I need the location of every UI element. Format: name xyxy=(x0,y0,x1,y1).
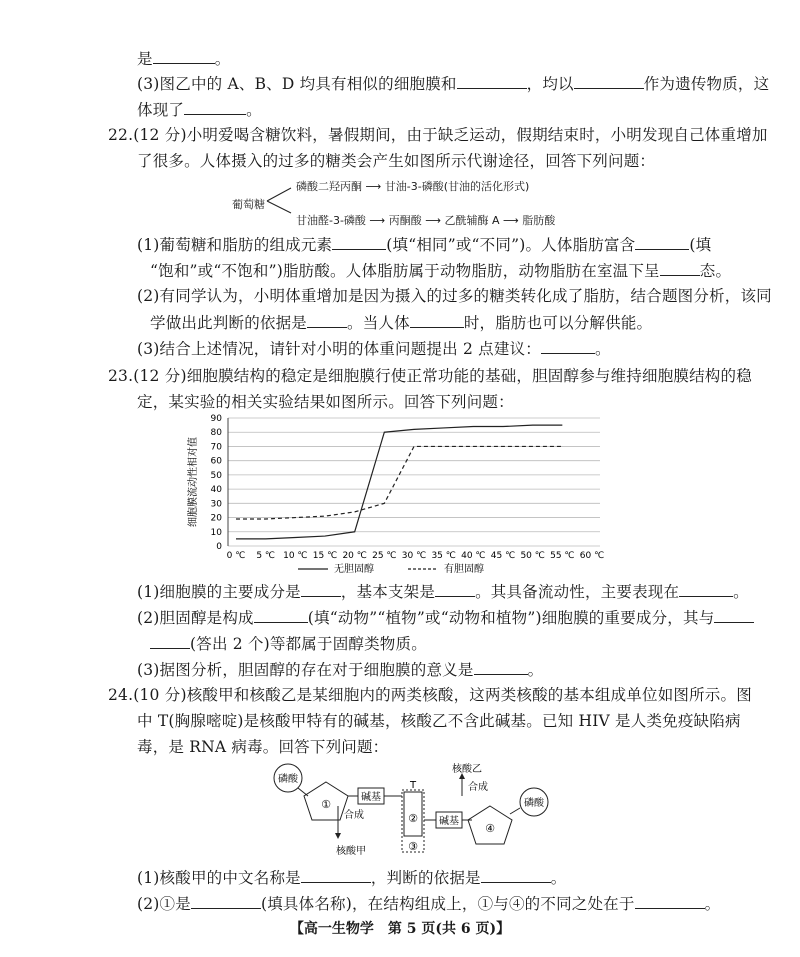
x-tick-label: 10 ℃ xyxy=(283,551,308,561)
q22-1-line2: “饱和”或“不饱和”)脂肪酸。人体脂肪属于动物脂肪，动物脂肪在室温下呈 态。 xyxy=(150,259,731,282)
y-tick-label: 40 xyxy=(210,485,222,496)
label-jia: 核酸甲 xyxy=(336,846,366,857)
pathway-branch-arrows xyxy=(265,183,295,217)
y-tick-label: 60 xyxy=(210,456,222,467)
x-tick-label: 25 ℃ xyxy=(372,551,397,561)
label-three: ③ xyxy=(408,840,418,853)
x-tick-label: 40 ℃ xyxy=(461,551,486,561)
page-footer: 【高一生物学 第 5 页(共 6 页)】 xyxy=(289,921,511,937)
pathway-bottom: 甘油醛-3-磷酸 ⟶ 丙酮酸 ⟶ 乙酰辅酶 A ⟶ 脂肪酸 xyxy=(296,214,556,227)
label-t: T xyxy=(409,780,417,791)
x-tick-label: 60 ℃ xyxy=(579,551,605,561)
x-tick-label: 35 ℃ xyxy=(431,551,456,561)
q24-1-line: (1)核酸甲的中文名称是 ，判断的依据是 。 xyxy=(137,866,566,889)
q24-2-line: (2)①是 (填具体名称)，在结构组成上，①与④的不同之处在于 。 xyxy=(137,892,720,915)
x-tick-label: 55 ℃ xyxy=(550,551,575,561)
q22-1-line1: (1)葡萄糖和脂肪的组成元素 (填“相同”或“不同”)。人体脂肪富含 (填 xyxy=(137,233,711,256)
x-tick-label: 45 ℃ xyxy=(490,551,516,561)
q24-title: 24.(10 分)核酸甲和核酸乙是某细胞内的两类核酸，这两类核酸的基本组成单位如图所示。图 xyxy=(108,686,752,704)
base-label-right: 碱基 xyxy=(439,816,459,827)
base-label-left: 碱基 xyxy=(361,792,381,803)
y-axis-label: 细胞膜流动性相对值 xyxy=(188,437,199,527)
series-line-1 xyxy=(236,425,562,539)
phosphate-label-left: 磷酸 xyxy=(278,774,298,785)
phosphate-label-right: 磷酸 xyxy=(524,798,544,809)
q23-3-line: (3)据图分析，胆固醇的存在对于细胞膜的意义是 。 xyxy=(137,658,543,681)
x-tick-label: 0 ℃ xyxy=(226,551,246,561)
label-four: ④ xyxy=(485,822,495,835)
q22-title2: 了很多。人体摄入的过多的糖类会产生如图所示代谢途径，回答下列问题： xyxy=(137,152,656,170)
y-tick-label: 30 xyxy=(210,499,222,510)
y-tick-label: 20 xyxy=(210,513,222,524)
y-tick-label: 90 xyxy=(210,414,222,424)
q22-2-line1: (2)有同学认为，小明体重增加是因为摄入的过多的糖类转化成了脂肪，结合题图分析，该同 xyxy=(137,287,772,305)
q23-title2: 定，某实验的相关实验结果如图所示。回答下列问题： xyxy=(137,393,514,411)
y-tick-label: 80 xyxy=(210,428,222,439)
q21-line-b: (3)图乙中的 A、B、D 均具有相似的细胞膜和 ，均以 作为遗传物质，这 xyxy=(137,72,769,95)
q23-2-line1: (2)胆固醇是构成 (填“动物”“植物”或“动物和植物”)细胞膜的重要成分，其与 xyxy=(137,606,754,629)
x-tick-label: 20 ℃ xyxy=(342,551,367,561)
pathway-glucose: 葡萄糖 xyxy=(232,198,265,211)
y-tick-label: 50 xyxy=(210,470,222,481)
q22-2-line2: 学做出此判断的依据是 。当人体 时，脂肪也可以分解供能。 xyxy=(150,311,652,334)
label-two: ② xyxy=(408,812,418,825)
q24-title2: 中 T(胸腺嘧啶)是核酸甲特有的碱基，核酸乙不含此碱基。已知 HIV 是人类免疫缺陷病 xyxy=(137,712,741,730)
synth-label-right: 合成 xyxy=(468,782,488,793)
y-tick-label: 70 xyxy=(210,442,222,453)
y-tick-label: 0 xyxy=(216,542,222,552)
x-tick-label: 15 ℃ xyxy=(312,551,338,561)
x-tick-label: 50 ℃ xyxy=(520,551,545,561)
x-tick-label: 5 ℃ xyxy=(256,551,276,561)
legend-label-1: 无胆固醇 xyxy=(334,564,374,575)
membrane-fluidity-chart xyxy=(180,410,610,578)
pathway-top: 磷酸二羟丙酮 ⟶ 甘油-3-磷酸(甘油的活化形式) xyxy=(296,180,530,193)
q23-1-line: (1)细胞膜的主要成分是 ，基本支架是 。其具备流动性，主要表现在 。 xyxy=(137,580,749,603)
x-tick-label: 30 ℃ xyxy=(401,551,427,561)
label-one: ① xyxy=(321,798,331,811)
q24-title3: 毒，是 RNA 病毒。回答下列问题： xyxy=(137,738,389,756)
q21-line-a: 是 。 xyxy=(137,47,230,70)
q22-title: 22.(12 分)小明爱喝含糖饮料，暑假期间，由于缺乏运动，假期结束时，小明发现自己体重增加 xyxy=(108,126,768,144)
q22-3-line: (3)结合上述情况，请针对小明的体重问题提出 2 点建议： 。 xyxy=(137,337,611,360)
q23-title: 23.(12 分)细胞膜结构的稳定是细胞膜行使正常功能的基础，胆固醇参与维持细胞膜结构的稳 xyxy=(108,367,752,385)
q21-line-c: 体现了 。 xyxy=(137,98,262,121)
legend-label-2: 有胆固醇 xyxy=(444,564,484,575)
synth-label-left: 合成 xyxy=(344,810,364,821)
q23-2-line2: (答出 2 个)等都属于固醇类物质。 xyxy=(150,632,427,655)
nucleotide-diagram xyxy=(268,762,568,860)
series-line-2 xyxy=(236,446,562,519)
label-yi: 核酸乙 xyxy=(452,764,482,775)
y-tick-label: 10 xyxy=(210,527,222,538)
